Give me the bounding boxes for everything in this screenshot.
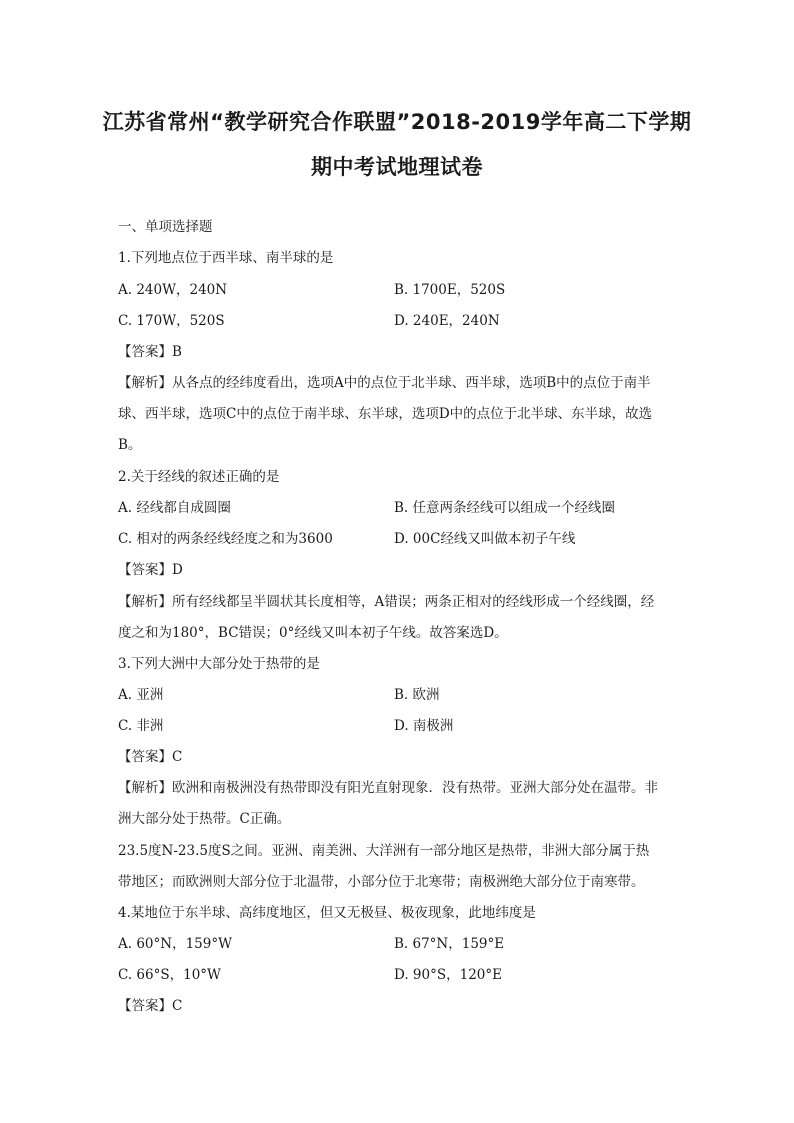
q4-answer: 【答案】C [118, 998, 183, 1014]
q3-analysis-line-4: 带地区；而欧洲则大部分位于北温带，小部分位于北寒带；南极洲绝大部分位于南寒带。 [118, 874, 645, 890]
q2-option-d: D. 00C经线又叫做本初子午线 [394, 531, 576, 547]
q2-option-b: B. 任意两条经线可以组成一个经线圈 [394, 500, 616, 516]
q4-option-a: A. 60°N，159°W [118, 936, 232, 952]
q2-analysis-line-1: 【解析】所有经线都呈半圆状其长度相等，A错误；两条正相对的经线形成一个经线圈，经 [118, 594, 655, 610]
q3-option-b: B. 欧洲 [394, 687, 440, 703]
q1-option-d: D. 240E，240N [394, 313, 500, 329]
q4-option-c: C. 66°S，10°W [118, 967, 221, 983]
q1-stem: 1.下列地点位于西半球、南半球的是 [118, 250, 334, 266]
q2-option-c: C. 相对的两条经线经度之和为3600 [118, 531, 333, 547]
q2-option-a: A. 经线都自成圆圈 [118, 500, 231, 516]
q1-answer: 【答案】B [118, 344, 182, 360]
q1-analysis-line-3: B。 [118, 437, 142, 453]
q3-stem: 3.下列大洲中大部分处于热带的是 [118, 656, 320, 672]
q3-option-a: A. 亚洲 [118, 687, 164, 703]
q1-analysis-line-2: 球、西半球，选项C中的点位于南半球、东半球，选项D中的点位于北半球、东半球，故选 [118, 406, 653, 422]
section-heading: 一、单项选择题 [118, 219, 213, 235]
title-line-1: 江苏省常州“教学研究合作联盟”2018-2019学年高二下学期 [102, 110, 692, 134]
q4-stem: 4.某地位于东半球、高纬度地区，但又无极昼、极夜现象，此地纬度是 [118, 905, 536, 921]
q3-option-d: D. 南极洲 [394, 718, 454, 734]
q3-option-c: C. 非洲 [118, 718, 164, 734]
q1-option-a: A. 240W，240N [118, 282, 228, 298]
q2-stem: 2.关于经线的叙述正确的是 [118, 469, 280, 485]
q2-analysis-line-2: 度之和为180°，BC错误；0°经线又叫本初子午线。故答案选D。 [118, 625, 508, 641]
q3-analysis-line-1: 【解析】欧洲和南极洲没有热带即没有阳光直射现象．没有热带。亚洲大部分处在温带。非 [118, 780, 658, 796]
q1-analysis-line-1: 【解析】从各点的经纬度看出，选项A中的点位于北半球、西半球，选项B中的点位于南半 [118, 375, 651, 391]
q3-answer: 【答案】C [118, 749, 183, 765]
q2-answer: 【答案】D [118, 562, 183, 578]
q1-option-c: C. 170W，520S [118, 313, 225, 329]
q4-option-b: B. 67°N，159°E [394, 936, 505, 952]
q1-option-b: B. 1700E，520S [394, 282, 506, 298]
q3-analysis-line-3: 23.5度N-23.5度S之间。亚洲、南美洲、大洋洲有一部分地区是热带，非洲大部分属于热 [118, 843, 650, 859]
q3-analysis-line-2: 洲大部分处于热带。C正确。 [118, 811, 291, 827]
q4-option-d: D. 90°S，120°E [394, 967, 502, 983]
title-line-2: 期中考试地理试卷 [311, 155, 483, 179]
